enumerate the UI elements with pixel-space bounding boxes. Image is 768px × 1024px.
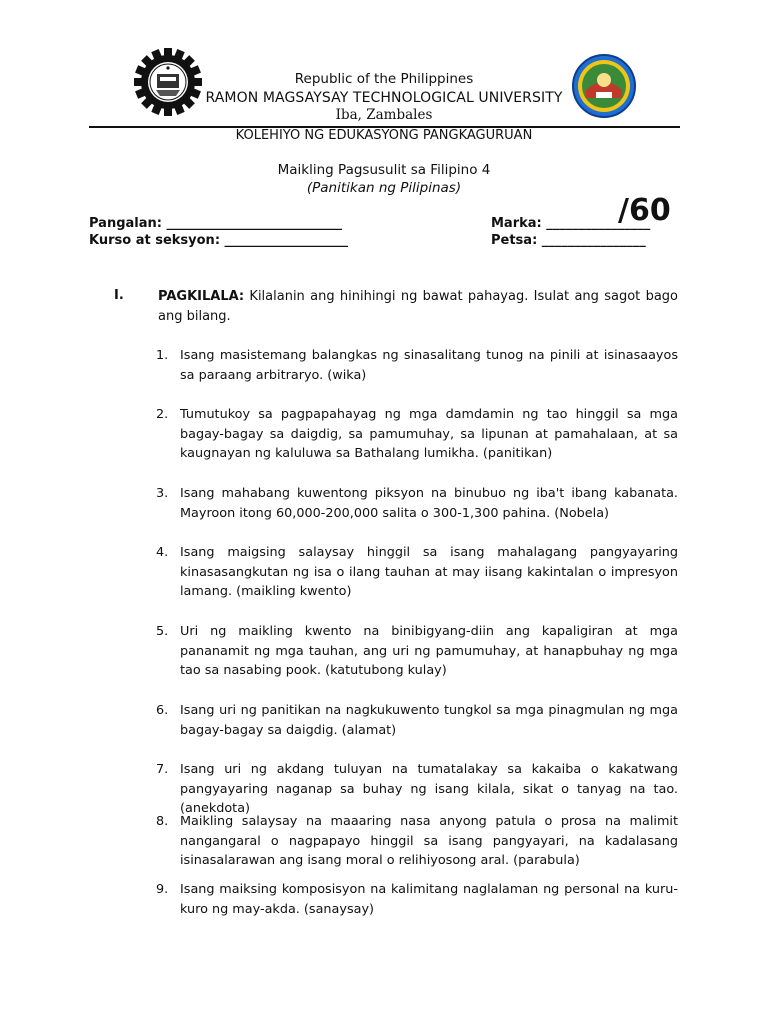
- section-instructions: [158, 287, 678, 327]
- question-item: [156, 760, 678, 819]
- question-text: Uri ng maikling kwento na binibigyang-diin ang kapaligiran at mga pananamit ng mga tauhan, ang uri ng pamumuhay, at hanapbuhay ng mga tao sa nasabing pook. (katutubong kulay): [180, 624, 678, 678]
- question-number: 4.: [156, 545, 169, 560]
- quiz-title: Maikling Pagsusulit sa Filipino 4: [277, 162, 491, 178]
- section-numeral: I.: [114, 288, 124, 303]
- question-text: Isang maigsing salaysay hinggil sa isang mahalagang pangyayaring kinasasangkutan ng isa o ilang tauhan at may iisang kakintalan o impresyon lamang. (maikling kwento): [180, 545, 678, 599]
- question-item: [156, 543, 678, 602]
- quiz-subtitle: (Panitikan ng Pilipinas): [306, 180, 462, 196]
- question-text: Isang mahabang kuwentong piksyon na binubuo ng iba't ibang kabanata. Mayroon itong 60,000-200,000 salita o 300-1,300 pahina. (Nobela): [180, 486, 678, 521]
- republic-heading: Republic of the Philippines: [294, 71, 474, 87]
- university-location: Iba, Zambales: [335, 107, 433, 123]
- question-number: 3.: [156, 486, 169, 501]
- date-field: Petsa: ________________: [491, 233, 646, 248]
- question-number: 2.: [156, 407, 169, 422]
- question-item: [156, 346, 678, 385]
- total-score: /60: [618, 193, 671, 228]
- question-text: Isang masistemang balangkas ng sinasalitang tunog na pinili at isinasaayos sa paraang arbitraryo. (wika): [180, 348, 678, 383]
- question-item: [156, 701, 678, 740]
- question-number: 5.: [156, 624, 169, 639]
- course-section-field: Kurso at seksyon: ___________________: [89, 233, 349, 248]
- question-text: Isang maiksing komposisyon na kalimitang naglalaman ng personal na kuru-kuro ng may-akda. (sanaysay): [180, 882, 678, 917]
- question-item: [156, 405, 678, 464]
- university-name: RAMON MAGSAYSAY TECHNOLOGICAL UNIVERSITY: [205, 90, 563, 106]
- question-item: [156, 880, 678, 919]
- name-field: Pangalan: ___________________________: [89, 216, 342, 231]
- question-number: 1.: [156, 348, 169, 363]
- question-text: Maikling salaysay na maaaring nasa anyong patula o prosa na malimit nangangaral o nagpapayo hinggil sa isang pangyayari, na kadalasang isinasalarawan ang isang moral o relihiyosong aral. (parabula): [180, 814, 678, 868]
- question-text: Isang uri ng akdang tuluyan na tumatalakay sa kakaiba o kakatwang pangyayaring naganap sa buhay ng isang kilala, sikat o tanyag na tao. (anekdota): [180, 762, 678, 816]
- question-item: [156, 484, 678, 523]
- question-text: Isang uri ng panitikan na nagkukuwento tungkol sa mga pinagmulan ng mga bagay-bagay sa daigdig. (alamat): [180, 703, 678, 738]
- section-heading: PAGKILALA:: [158, 289, 245, 304]
- question-number: 8.: [156, 814, 169, 829]
- question-text: Tumutukoy sa pagpapahayag ng mga damdamin ng tao hinggil sa mga bagay-bagay sa daigdig, sa pamumuhay, sa lipunan at pamahalaan, at sa kaugnayan ng kaluluwa sa Bathalang lumikha. (panitikan): [180, 407, 678, 461]
- question-item: [156, 622, 678, 681]
- section-instruction-text: Kilalanin ang hinihingi ng bawat pahayag. Isulat ang sagot bago ang bilang.: [158, 289, 678, 324]
- question-number: 7.: [156, 762, 169, 777]
- score-field: Marka: ________________: [491, 216, 651, 231]
- question-number: 9.: [156, 882, 169, 897]
- question-number: 6.: [156, 703, 169, 718]
- college-name: KOLEHIYO NG EDUKASYONG PANGKAGURUAN: [235, 128, 533, 143]
- question-item: [156, 812, 678, 871]
